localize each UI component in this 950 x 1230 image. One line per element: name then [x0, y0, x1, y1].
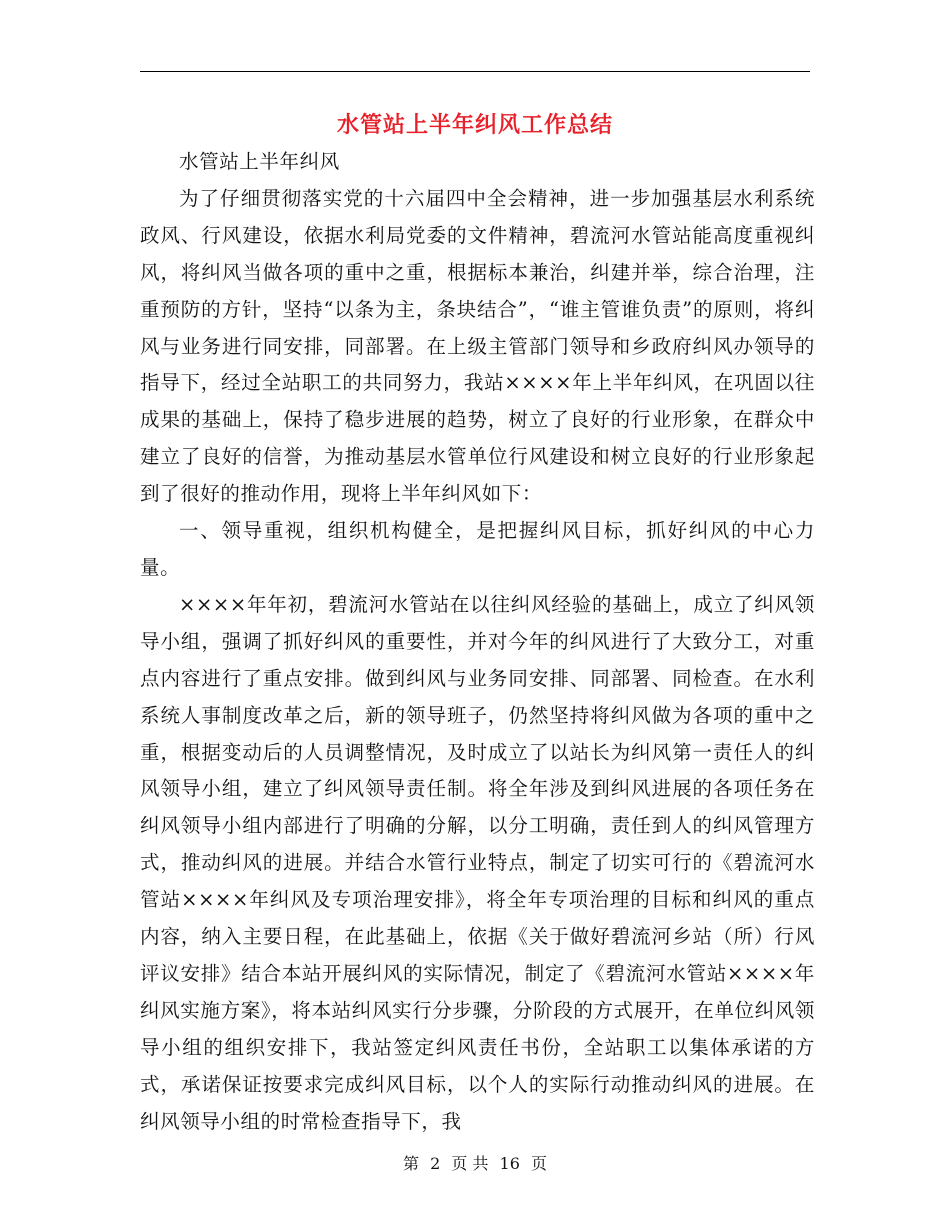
total-page-count: 16	[499, 1154, 520, 1173]
page-footer	[0, 1152, 950, 1176]
footer-suffix: 页	[531, 1154, 548, 1173]
paragraph-section-heading: 一、领导重视，组织机构健全，是把握纠风目标，抓好纠风的中心力量。	[140, 519, 815, 579]
paragraph-intro: 为了仔细贯彻落实党的十六届四中全会精神，进一步加强基层水利系统政风、行风建设，依据水利局党委的文件精神，碧流河水管站能高度重视纠风，将纠风当做各项的重中之重，根据标本兼治，纠建并举，综合治理，注重预防的方针，坚持“以条为主，条块结合”，“谁主管谁负责”的原则，将纠风与业务进行同安排，同部署。在上级主管部门领导和乡政府纠风办领导的指导下，经过全站职工的共同努力，我站××××年上半年纠风，在巩固以往成果的基础上，保持了稳步进展的趋势，树立了良好的行业形象，在群众中建立了良好的信誉，为推动基层水管单位行风建设和树立良好的行业形象起到了很好的推动作用，现将上半年纠风如下：	[140, 186, 815, 506]
paragraph-section-body: ××××年年初，碧流河水管站在以往纠风经验的基础上，成立了纠风领导小组，强调了抓好纠风的重要性，并对今年的纠风进行了大致分工，对重点内容进行了重点安排。做到纠风与业务同安排、同部署、同检查。在水利系统人事制度改革之后，新的领导班子，仍然坚持将纠风做为各项的重中之重，根据变动后的人员调整情况，及时成立了以站长为纠风第一责任人的纠风领导小组，建立了纠风领导责任制。将全年涉及到纠风进展的各项任务在纠风领导小组内部进行了明确的分解，以分工明确，责任到人的纠风管理方式，推动纠风的进展。并结合水管行业特点，制定了切实可行的《碧流河水管站××××年纠风及专项治理安排》，将全年专项治理的目标和纠风的重点内容，纳入主要日程，在此基础上，依据《关于做好碧流河乡站（所）行风评议安排》结合本站开展纠风的实际情况，制定了《碧流河水管站××××年纠风实施方案》，将本站纠风实行分步骤，分阶段的方式展开，在单位纠风领导小组的组织安排下，我站签定纠风责任书份，全站职工以集体承诺的方式，承诺保证按要求完成纠风目标，以个人的实际行动推动纠风的进展。在纠风领导小组的时常检查指导下，我	[140, 592, 815, 1133]
document-body	[140, 144, 815, 1140]
footer-middle: 页 共	[451, 1154, 489, 1173]
current-page-number: 2	[430, 1154, 441, 1173]
document-title: 水管站上半年纠风工作总结	[336, 113, 613, 138]
footer-prefix: 第	[402, 1154, 419, 1173]
header-rule	[140, 71, 810, 72]
paragraph-subtitle: 水管站上半年纠风	[179, 150, 340, 173]
